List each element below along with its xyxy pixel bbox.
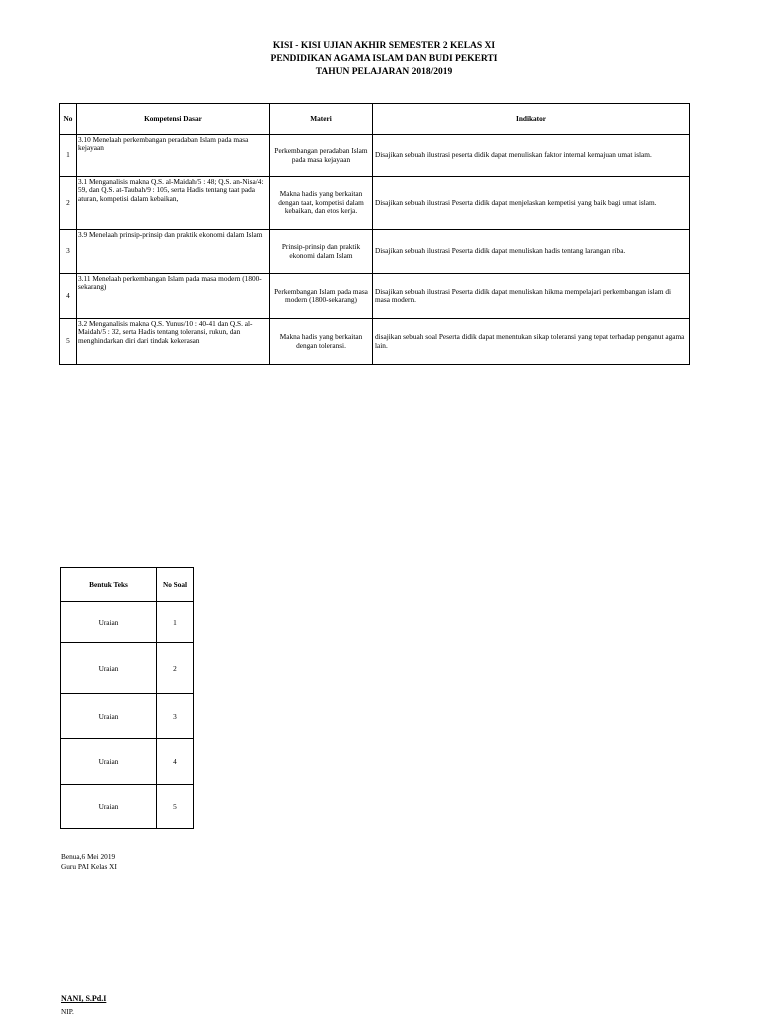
kompetensi-cell: 3.1 Menganalisis makna Q.S. al-Maidah/5 : 48; Q.S. an-Nisa/4: 59, dan Q.S. at-Taubah/9 : 105, serta Hadis tentang taat pada aturan, kompetisi dalam kebaikan, <box>77 177 270 230</box>
table-row <box>60 274 690 319</box>
header-bentuk-teks: Bentuk Teks <box>61 568 157 602</box>
bentuk-cell: Uraian <box>61 785 157 829</box>
no-soal-cell: 5 <box>157 785 194 829</box>
bentuk-cell: Uraian <box>61 739 157 785</box>
bentuk-teks-table <box>60 567 194 829</box>
table-row <box>61 785 194 829</box>
table-row <box>61 739 194 785</box>
signature-block <box>61 852 117 871</box>
table-header-row <box>61 568 194 602</box>
no-soal-cell: 1 <box>157 602 194 643</box>
place-date: Benua,6 Mei 2019 <box>61 852 116 861</box>
title-line-2: PENDIDIKAN AGAMA ISLAM DAN BUDI PEKERTI <box>270 54 498 64</box>
row-number: 1 <box>60 135 77 177</box>
row-number: 5 <box>60 319 77 365</box>
kisi-kisi-table <box>59 103 690 365</box>
table-row <box>61 694 194 739</box>
document-title <box>0 40 768 79</box>
signer-nip: NIP. <box>61 1007 74 1016</box>
table-row <box>60 319 690 365</box>
header-no-soal: No Soal <box>157 568 194 602</box>
indikator-cell: Disajikan sebuah ilustrasi Peserta didik dapat menjelaskan kempetisi yang baik bagi umat islam. <box>373 177 690 230</box>
materi-cell: Perkembangan peradaban Islam pada masa kejayaan <box>270 135 373 177</box>
table-row <box>60 230 690 274</box>
header-materi: Materi <box>270 104 373 135</box>
kompetensi-cell: 3.2 Menganalisis makna Q.S. Yunus/10 : 40-41 dan Q.S. al-Maidah/5 : 32, serta Hadis tentang toleransi, rukun, dan menghindarkan diri dari tindak kekerasan <box>77 319 270 365</box>
no-soal-cell: 3 <box>157 694 194 739</box>
bentuk-cell: Uraian <box>61 694 157 739</box>
no-soal-cell: 4 <box>157 739 194 785</box>
indikator-cell: disajikan sebuah soal Peserta didik dapat menentukan sikap toleransi yang tepat terhadap penganut agama lain. <box>373 319 690 365</box>
row-number: 2 <box>60 177 77 230</box>
signer-name: NANI, S.Pd.I <box>61 994 107 1003</box>
materi-cell: Makna hadis yang berkaitan dengan toleransi. <box>270 319 373 365</box>
row-number: 3 <box>60 230 77 274</box>
indikator-cell: Disajikan sebuah ilustrasi Peserta didik dapat menuliskan hadis tentang larangan riba. <box>373 230 690 274</box>
signer-role: Guru PAI Kelas XI <box>61 861 117 871</box>
title-line-1: KISI - KISI UJIAN AKHIR SEMESTER 2 KELAS XI <box>272 41 496 51</box>
indikator-cell: Disajikan sebuah ilustrasi peserta didik dapat menuliskan faktor internal kemajuan umat islam. <box>373 135 690 177</box>
materi-cell: Prinsip-prinsip dan praktik ekonomi dalam Islam <box>270 230 373 274</box>
kompetensi-cell: 3.9 Menelaah prinsip-prinsip dan praktik ekonomi dalam Islam <box>77 230 270 274</box>
table-row <box>61 643 194 694</box>
row-number: 4 <box>60 274 77 319</box>
materi-cell: Makna hadis yang berkaitan dengan taat, kompetisi dalam kebaikan, dan etos kerja. <box>270 177 373 230</box>
header-no: No <box>60 104 77 135</box>
title-line-3: TAHUN PELAJARAN 2018/2019 <box>315 67 453 77</box>
bentuk-cell: Uraian <box>61 643 157 694</box>
header-indikator: Indikator <box>373 104 690 135</box>
table-row <box>60 135 690 177</box>
table-header-row <box>60 104 690 135</box>
materi-cell: Perkembangan Islam pada masa modern (1800-sekarang) <box>270 274 373 319</box>
kompetensi-cell: 3.11 Menelaah perkembangan Islam pada masa modern (1800-sekarang) <box>77 274 270 319</box>
kompetensi-cell: 3.10 Menelaah perkembangan peradaban Islam pada masa kejayaan <box>77 135 270 177</box>
indikator-cell: Disajikan sebuah ilustrasi Peserta didik dapat menuliskan hikma mempelajari perkembangan islam di masa modern. <box>373 274 690 319</box>
bentuk-cell: Uraian <box>61 602 157 643</box>
no-soal-cell: 2 <box>157 643 194 694</box>
table-row <box>60 177 690 230</box>
table-row <box>61 602 194 643</box>
header-kompetensi-dasar: Kompetensi Dasar <box>77 104 270 135</box>
